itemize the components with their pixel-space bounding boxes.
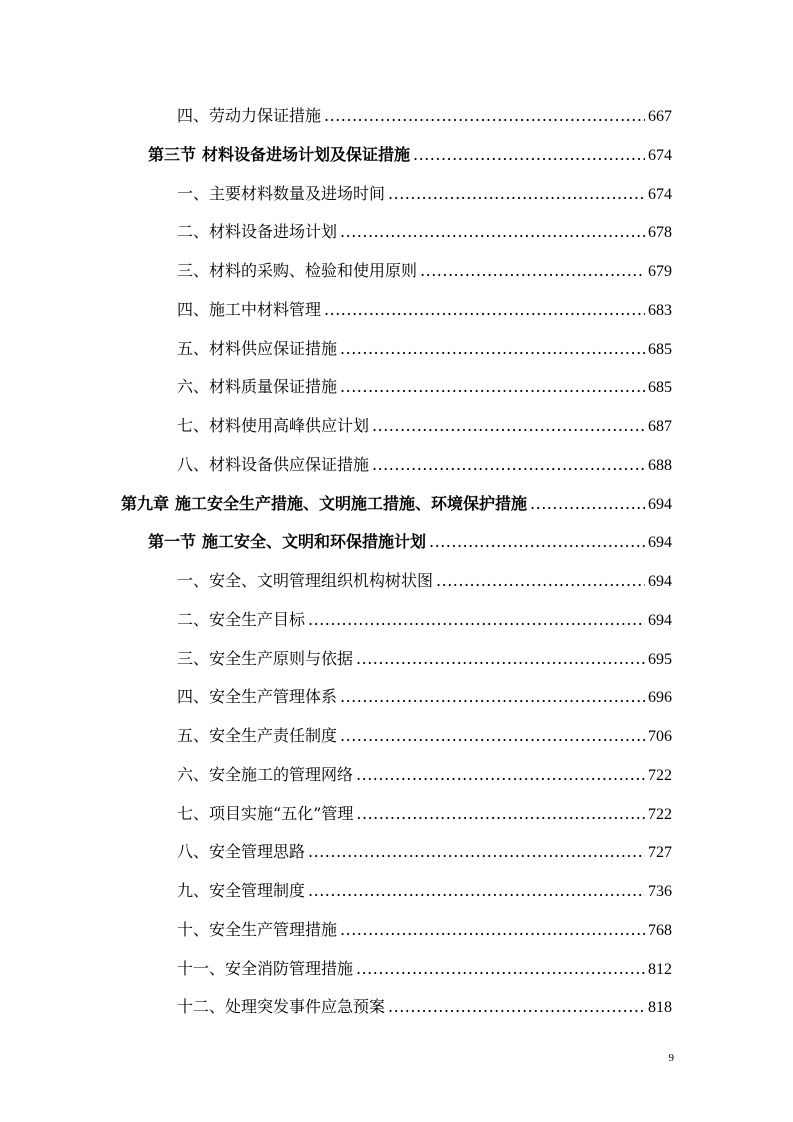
toc-leader-dots [356, 958, 645, 980]
toc-leader-dots [413, 144, 645, 166]
toc-entry-number: 二、 [177, 222, 210, 242]
toc-entry-page: 696 [648, 689, 672, 707]
toc-entry-number: 七、 [177, 803, 210, 823]
toc-entry-page: 736 [648, 883, 672, 900]
toc-leader-dots [340, 338, 645, 360]
toc-entry-number: 四、 [177, 106, 210, 125]
toc-entry-page: 694 [648, 534, 672, 552]
toc-entry[interactable] [0, 523, 793, 562]
toc-entry-title: 安全管理思路 [209, 842, 306, 862]
toc-entry-page: 727 [648, 844, 672, 862]
toc-entry-page: 679 [648, 263, 672, 280]
toc-entry-title: 安全、文明管理组织机构树状图 [209, 571, 434, 590]
toc-entry-page: 722 [648, 805, 672, 823]
toc-entry-number: 第九章 [121, 493, 170, 513]
table-of-contents [0, 97, 793, 1027]
toc-leader-dots [356, 803, 645, 825]
toc-entry-page: 685 [648, 379, 672, 397]
toc-entry-title: 施工安全生产措施、文明施工措施、环境保护措施 [175, 493, 528, 513]
toc-leader-dots [372, 454, 645, 476]
toc-entry[interactable] [0, 330, 793, 369]
toc-entry-page: 674 [648, 185, 672, 203]
toc-entry-title: 处理突发事件应急预案 [225, 997, 386, 1017]
toc-entry-page: 683 [648, 301, 672, 319]
toc-entry[interactable] [0, 291, 793, 330]
toc-leader-dots [530, 493, 645, 515]
toc-entry-number: 八、 [177, 454, 210, 474]
toc-entry[interactable] [0, 678, 793, 717]
toc-entry-page: 706 [648, 728, 672, 745]
toc-entry[interactable] [0, 562, 793, 601]
toc-entry-page: 678 [648, 224, 672, 242]
toc-leader-dots [340, 725, 645, 747]
toc-entry-page: 812 [648, 960, 672, 978]
toc-leader-dots [308, 609, 645, 631]
toc-leader-dots [429, 531, 645, 553]
toc-entry[interactable] [0, 640, 793, 679]
toc-entry-title: 安全生产管理措施 [209, 919, 338, 939]
toc-entry[interactable] [0, 795, 793, 834]
toc-entry-page: 685 [648, 340, 672, 358]
toc-entry-title: 项目实施“五化”管理 [209, 803, 354, 823]
toc-entry-number: 四、 [177, 299, 210, 319]
toc-entry-page: 694 [648, 495, 672, 513]
toc-entry-title: 安全生产管理体系 [209, 687, 338, 707]
toc-leader-dots [388, 183, 645, 205]
toc-entry-number: 十一、 [177, 958, 226, 978]
toc-entry-title: 施工安全、文明和环保措施计划 [202, 532, 427, 552]
toc-entry-number: 一、 [177, 571, 210, 590]
toc-entry-page: 694 [648, 611, 672, 629]
toc-leader-dots [356, 648, 645, 670]
toc-entry-title: 材料质量保证措施 [209, 377, 338, 397]
toc-entry[interactable] [0, 988, 793, 1027]
toc-entry-title: 劳动力保证措施 [209, 106, 322, 125]
toc-entry-page: 688 [648, 456, 672, 474]
toc-entry[interactable] [0, 252, 793, 291]
toc-entry[interactable] [0, 717, 793, 756]
toc-leader-dots [436, 570, 645, 592]
toc-leader-dots [308, 841, 645, 863]
toc-entry-page: 722 [648, 766, 672, 784]
toc-entry-page: 667 [648, 108, 672, 125]
toc-entry-page: 768 [648, 921, 672, 939]
toc-entry-title: 施工中材料管理 [209, 299, 322, 319]
toc-entry[interactable] [0, 601, 793, 640]
toc-entry-number: 三、 [177, 261, 210, 280]
toc-entry-page: 694 [648, 573, 672, 590]
toc-entry-title: 材料的采购、检验和使用原则 [209, 261, 418, 280]
toc-entry-number: 二、 [177, 609, 210, 629]
toc-entry-number: 四、 [177, 687, 210, 707]
toc-entry-number: 十二、 [177, 997, 226, 1017]
toc-entry-number: 六、 [177, 764, 210, 784]
toc-entry-title: 材料设备进场计划及保证措施 [202, 144, 411, 164]
toc-entry-title: 材料使用高峰供应计划 [209, 416, 370, 435]
toc-entry-number: 六、 [177, 377, 210, 397]
toc-entry-number: 七、 [177, 416, 210, 435]
toc-leader-dots [340, 376, 645, 398]
toc-entry[interactable] [0, 407, 793, 446]
toc-entry[interactable] [0, 213, 793, 252]
toc-entry-page: 695 [648, 650, 672, 668]
toc-leader-dots [324, 299, 645, 321]
toc-entry-number: 九、 [177, 881, 210, 900]
toc-leader-dots [324, 105, 645, 127]
toc-entry-number: 五、 [177, 338, 210, 358]
toc-entry-title: 主要材料数量及进场时间 [209, 183, 386, 203]
toc-entry-page: 818 [648, 999, 672, 1017]
toc-entry-title: 材料设备进场计划 [209, 222, 338, 242]
toc-entry[interactable] [0, 175, 793, 214]
toc-entry-title: 安全管理制度 [209, 881, 306, 900]
toc-entry[interactable] [0, 97, 793, 136]
toc-leader-dots [308, 880, 645, 902]
page-number: 9 [668, 1052, 674, 1064]
toc-entry[interactable] [0, 136, 793, 175]
toc-entry-title: 安全生产原则与依据 [209, 648, 354, 668]
toc-leader-dots [340, 686, 645, 708]
toc-entry-number: 五、 [177, 726, 210, 745]
toc-entry[interactable] [0, 950, 793, 989]
toc-entry-title: 材料设备供应保证措施 [209, 454, 370, 474]
toc-leader-dots [372, 415, 645, 437]
toc-leader-dots [340, 221, 645, 243]
toc-entry[interactable] [0, 911, 793, 950]
toc-entry-number: 八、 [177, 842, 210, 862]
toc-leader-dots [356, 764, 645, 786]
toc-entry-number: 三、 [177, 648, 210, 668]
toc-entry-title: 安全生产目标 [209, 609, 306, 629]
toc-entry-title: 安全消防管理措施 [225, 958, 354, 978]
toc-entry-title: 材料供应保证措施 [209, 338, 338, 358]
toc-entry[interactable] [0, 368, 793, 407]
toc-entry[interactable] [0, 872, 793, 911]
toc-entry[interactable] [0, 756, 793, 795]
toc-entry-number: 第一节 [148, 532, 197, 552]
toc-entry-page: 674 [648, 146, 672, 164]
toc-entry[interactable] [0, 833, 793, 872]
toc-entry-page: 687 [648, 418, 672, 435]
toc-entry-title: 安全生产责任制度 [209, 726, 338, 745]
toc-entry-title: 安全施工的管理网络 [209, 764, 354, 784]
toc-entry[interactable] [0, 485, 793, 524]
toc-entry-number: 十、 [177, 919, 210, 939]
toc-entry-number: 第三节 [148, 144, 197, 164]
toc-entry[interactable] [0, 446, 793, 485]
toc-leader-dots [420, 260, 645, 282]
toc-leader-dots [388, 996, 645, 1018]
toc-leader-dots [340, 919, 645, 941]
toc-entry-number: 一、 [177, 183, 210, 203]
